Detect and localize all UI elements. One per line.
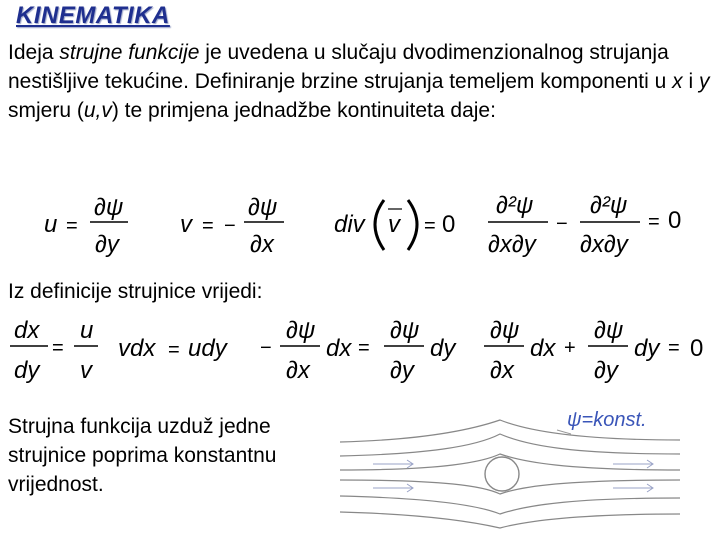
eq2-udy: udy: [188, 335, 227, 362]
streamline-definition-label: Iz definicije strujnice vrijedi:: [8, 280, 263, 303]
eq2-zero: 0: [690, 335, 704, 362]
eq2-den-4: ∂y: [390, 357, 414, 384]
eq1-den-4: ∂x∂y: [580, 231, 628, 258]
eq2-equals-4: =: [668, 337, 680, 359]
eq2-num-1: dx: [14, 317, 40, 344]
streamline-5: [340, 496, 680, 514]
eq2-den-2: v: [80, 357, 92, 384]
eq1-minus-2: −: [556, 213, 568, 235]
flow-arrow-right-bottom: [613, 484, 653, 492]
eq1-equals-2: =: [202, 215, 214, 237]
equation-row-continuity-svg: [0, 188, 720, 268]
eq1-u: u: [44, 211, 58, 238]
streamline-6: [340, 512, 680, 528]
eq1-paren-left: [375, 200, 384, 250]
flow-arrow-right-top: [613, 460, 653, 468]
cylinder-obstacle: [485, 457, 519, 491]
eq1-equals-4: =: [648, 211, 660, 233]
equation-row-continuity: [0, 188, 720, 268]
eq2-dy-1: dy: [430, 335, 456, 362]
eq2-den-1: dy: [14, 357, 40, 384]
eq2-equals-2: =: [168, 339, 180, 361]
eq2-equals-3: =: [358, 337, 370, 359]
streamline-constant-label: ψ=konst.: [567, 409, 647, 431]
intro-text-3: je uvedena u slučaju dvodimenzionalnog strujanja nestišljive tekućine. Definiranje brzine strujanja temeljem komponenti u: [8, 41, 673, 93]
intro-var-y: y: [699, 70, 710, 93]
eq1-den-1: ∂y: [95, 231, 119, 258]
flow-arrow-left-top: [373, 460, 413, 468]
eq2-num-5: ∂ψ: [490, 317, 520, 344]
eq2-den-3: ∂x: [286, 357, 310, 384]
eq1-div: div: [334, 211, 365, 238]
eq2-num-6: ∂ψ: [594, 317, 624, 344]
eq1-num-2: ∂ψ: [248, 194, 278, 221]
eq1-v: v: [180, 211, 192, 238]
eq2-num-2: u: [80, 317, 94, 344]
eq2-minus: −: [260, 337, 272, 359]
eq1-num-1: ∂ψ: [94, 194, 124, 221]
equation-row-streamline-svg: [0, 312, 720, 392]
eq1-equals-3: =: [424, 215, 436, 237]
eq1-paren-right: [408, 200, 417, 250]
streamline-2: [340, 434, 680, 456]
eq2-dx-1: dx: [326, 335, 352, 362]
flow-arrow-left-bottom: [373, 484, 413, 492]
intro-term-stream-function: strujne funkcije: [59, 41, 200, 64]
intro-paragraph: [8, 38, 712, 125]
eq2-dy-2: dy: [634, 335, 660, 362]
intro-text-9: ) te primjena jednadžbe kontinuiteta daje:: [111, 99, 496, 122]
intro-text-1: Ideja: [8, 41, 60, 64]
equation-row-streamline: [0, 312, 720, 392]
page-title: KINEMATIKA: [16, 2, 170, 29]
eq2-num-4: ∂ψ: [390, 317, 420, 344]
eq2-den-6: ∂y: [594, 357, 618, 384]
eq2-num-3: ∂ψ: [286, 317, 316, 344]
eq1-den-2: ∂x: [250, 231, 274, 258]
eq1-minus-1: −: [224, 215, 236, 237]
intro-var-uv: u,v: [83, 99, 112, 122]
eq1-den-3: ∂x∂y: [488, 231, 536, 258]
eq2-vdx: vdx: [118, 335, 156, 362]
intro-text-5: i: [682, 70, 699, 93]
eq1-equals-1: =: [66, 215, 78, 237]
eq1-num-4: ∂²ψ: [590, 192, 628, 219]
eq1-zero-2: 0: [668, 207, 682, 234]
intro-var-x: x: [672, 70, 683, 93]
eq1-vvec: v: [388, 211, 400, 238]
eq2-den-5: ∂x: [490, 357, 514, 384]
streamline-figure: [335, 402, 705, 532]
eq1-zero-1: 0: [442, 211, 456, 238]
intro-text-7: smjeru (: [8, 99, 84, 122]
eq2-equals-1: =: [52, 337, 64, 359]
eq1-num-3: ∂²ψ: [496, 192, 534, 219]
eq2-plus: +: [564, 337, 576, 359]
eq2-dx-2: dx: [530, 335, 556, 362]
stream-function-constant-text: Strujna funkcija uzduž jedne strujnice poprima konstantnu vrijednost.: [8, 415, 277, 496]
